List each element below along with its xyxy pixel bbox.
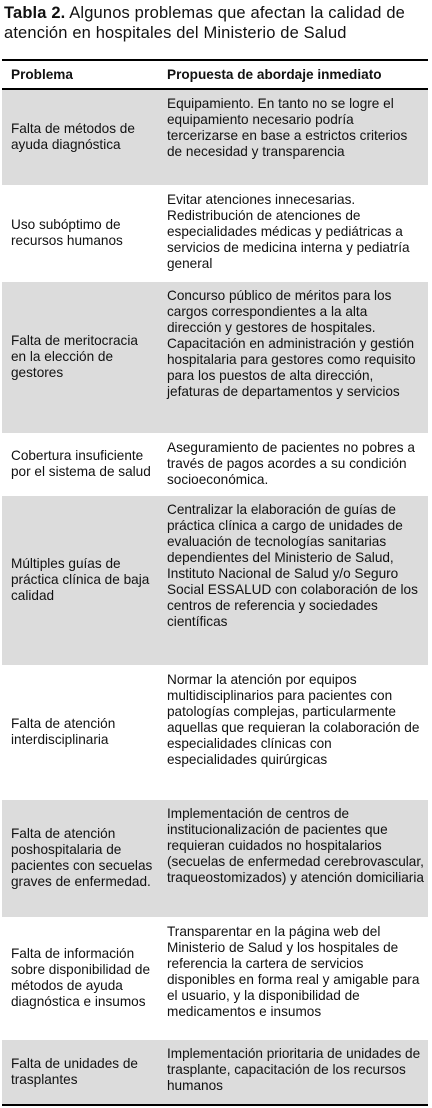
- table-row: [2, 665, 428, 799]
- problem-cell: Falta de meritocracia en la elección de gestores: [2, 281, 158, 433]
- header-problema: Problema: [2, 60, 158, 89]
- caption-label: Tabla 2.: [4, 4, 66, 22]
- problem-cell: Falta de unidades de trasplantes: [2, 1039, 158, 1105]
- table-row: [2, 281, 428, 433]
- proposal-cell: Evitar atenciones innecesarias. Redistribución de atenciones de especialidades médicas y pediátricas a servicios de medicina interna y pediatría general: [158, 185, 428, 281]
- table-row: [2, 917, 428, 1039]
- table-caption: [4, 3, 428, 43]
- table-row: [2, 433, 428, 495]
- table-row: [2, 495, 428, 665]
- proposal-cell: Implementación prioritaria de unidades de trasplante, capacitación de los recursos humanos: [158, 1039, 428, 1105]
- header-propuesta: Propuesta de abordaje inmediato: [158, 60, 428, 89]
- proposal-cell: Transparentar en la página web del Ministerio de Salud y los hospitales de referencia la cartera de servicios disponibles en forma real y amigable para el usuario, y la disponibilidad de medicamentos e insumos: [158, 917, 428, 1039]
- proposal-cell: Concurso público de méritos para los cargos correspondientes a la alta dirección y gestores de hospitales. Capacitación en administración y gestión hospitalaria para gestores como requisito para los puestos de alta dirección, jefaturas de departamentos y servicios: [158, 281, 428, 433]
- table-row: [2, 89, 428, 185]
- proposal-cell: Centralizar la elaboración de guías de práctica clínica a cargo de unidades de evaluación de tecnologías sanitarias dependientes del Ministerio de Salud, Instituto Nacional de Salud y/o Seguro Social ESSALUD con colaboración de los centros de referencia y sociedades científicas: [158, 495, 428, 665]
- problem-cell: Uso subóptimo de recursos humanos: [2, 185, 158, 281]
- problems-table: [2, 59, 428, 1106]
- table-header-row: [2, 60, 428, 89]
- proposal-cell: Normar la atención por equipos multidisciplinarios para pacientes con patologías complejas, particularmente aquellas que requieran la colaboración de especialidades clínicas con especialidades quirúrgicas: [158, 665, 428, 799]
- table-row: [2, 185, 428, 281]
- table-row: [2, 1039, 428, 1105]
- problem-cell: Falta de atención poshospitalaria de pacientes con secuelas graves de enfermedad.: [2, 799, 158, 917]
- problem-cell: Múltiples guías de práctica clínica de baja calidad: [2, 495, 158, 665]
- problem-cell: Cobertura insuficiente por el sistema de salud: [2, 433, 158, 495]
- problem-cell: Falta de información sobre disponibilidad de métodos de ayuda diagnóstica e insumos: [2, 917, 158, 1039]
- problem-cell: Falta de atención interdisciplinaria: [2, 665, 158, 799]
- problem-cell: Falta de métodos de ayuda diagnóstica: [2, 89, 158, 185]
- proposal-cell: Implementación de centros de institucionalización de pacientes que requieran cuidados no hospitalarios (secuelas de enfermedad cerebrovascular, traqueostomizados) y atención domiciliaria: [158, 799, 428, 917]
- proposal-cell: Aseguramiento de pacientes no pobres a través de pagos acordes a su condición socioeconómica.: [158, 433, 428, 495]
- table-row: [2, 799, 428, 917]
- caption-text: Algunos problemas que afectan la calidad de atención en hospitales del Ministerio de Salud: [4, 4, 406, 42]
- proposal-cell: Equipamiento. En tanto no se logre el equipamiento necesario podría tercerizarse en base a estrictos criterios de necesidad y transparencia: [158, 89, 428, 185]
